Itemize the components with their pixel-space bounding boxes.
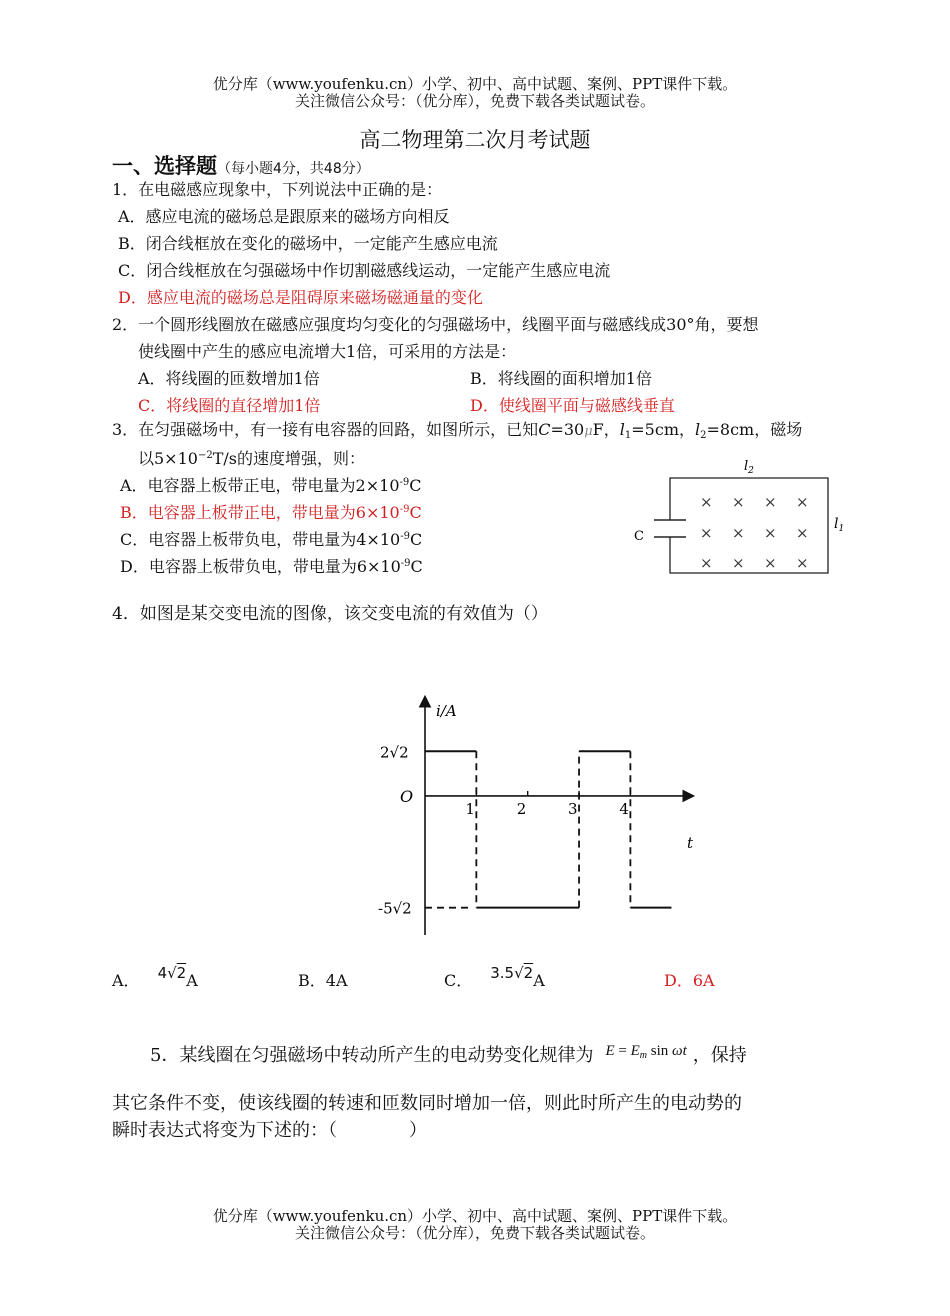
fig-field-crosses (700, 493, 809, 572)
q3-l2-value: =8cm，磁场 (706, 420, 803, 439)
q4-current-chart (340, 690, 720, 950)
q3-stem-line-1 (112, 419, 802, 447)
fig-l2-label: $l_2$ (744, 459, 754, 476)
q3-l2-sub: 2 (700, 430, 707, 441)
q3-l2-symbol: l (695, 420, 701, 439)
q3-option-a-unit: C (409, 476, 422, 495)
q2-option-d-answer: D．使线圈平面与磁感线垂直 (470, 396, 675, 415)
q3-circuit-figure (620, 450, 860, 580)
q4-option-b: B．4A (298, 971, 348, 990)
q4-option-a-unit: A (186, 971, 198, 990)
q3-c-value: =30 (550, 420, 585, 439)
q5-formula: E = Em sin ωt (605, 1043, 687, 1061)
fig-cross: × (732, 493, 745, 511)
q2-stem-line-1: 2．一个圆形线圈放在磁感应强度均匀变化的匀强磁场中，线圈平面与磁感线成30°角，要想 (112, 315, 759, 334)
page-title: 高二物理第二次月考试题 (359, 128, 591, 152)
fig-cross: × (732, 524, 745, 542)
q3-stem-text: 3．在匀强磁场中，有一接有电容器的回路，如图所示，已知 (112, 420, 539, 439)
q3-c-symbol: C (538, 420, 551, 439)
q5-stem-text: 5．某线圈在匀强磁场中转动所产生的电动势变化规律为 (150, 1045, 594, 1066)
q3-option-b-exp: -9 (399, 504, 410, 515)
q1-option-c: C．闭合线框放在匀强磁场中作切割磁感线运动，一定能产生感应电流 (118, 261, 611, 280)
q4-option-c-unit: A (533, 971, 545, 990)
footer-line-2: 关注微信公众号：（优分库），免费下载各类试题试卷。 (294, 1224, 655, 1242)
chart-x-tick-label: 2 (516, 799, 527, 818)
fig-capacitor-label: C (634, 529, 644, 544)
q3-option-a-text: A．电容器上板带正电，带电量为2×10 (120, 476, 400, 495)
q3-option-c (120, 526, 422, 551)
q3-rate-exp: −2 (197, 450, 213, 461)
q5-stem-line-3: 瞬时表达式将变为下述的：（ ） (112, 1120, 427, 1141)
section-label: 一、选择题 (112, 154, 217, 178)
chart-y-label: i/A (436, 702, 457, 720)
q4-option-c-value: 3.5√2 (490, 964, 534, 982)
q4-option-c (444, 964, 545, 992)
q5-stem-line-1 (150, 1042, 747, 1076)
q2-option-c-answer: C．将线圈的直径增加1倍 (138, 396, 321, 415)
chart-x-tick-label: 4 (619, 799, 629, 818)
header-line-1: 优分库（www.youfenku.cn）小学、初中、高中试题、案例、PPT课件下载。 (212, 75, 738, 93)
q3-l1-value: =5cm， (631, 420, 695, 439)
q3-rate-b: T/s的速度增强，则： (212, 449, 365, 468)
fig-cross: × (732, 554, 745, 572)
chart-x-label: t (687, 834, 694, 852)
q3-rate-a: 以5×10 (138, 449, 198, 468)
q3-c-unit: F， (592, 420, 620, 439)
chart-y-tick-origin: O (400, 786, 414, 806)
q3-l1-sub: 1 (624, 430, 632, 441)
q4-option-a (112, 964, 198, 992)
q5-stem-keep: ，保持 (692, 1045, 747, 1066)
chart-x-tick-label: 1 (465, 799, 475, 818)
q3-option-c-exp: -9 (400, 531, 410, 542)
q3-option-a-exp: -9 (399, 477, 410, 488)
q3-option-d-unit: C (410, 557, 423, 576)
q3-option-b-text: B．电容器上板带正电，带电量为6×10 (120, 503, 400, 522)
q3-l1-symbol: l (619, 420, 625, 439)
fig-cross: × (764, 554, 777, 572)
q4-stem: 4．如图是某交变电流的图像，该交变电流的有效值为（） (112, 604, 548, 624)
chart-y-tick-pos: 2√2 (380, 743, 409, 762)
q3-stem-line-2 (138, 445, 365, 470)
fig-cross: × (700, 493, 713, 511)
q4-option-c-label: C． (444, 971, 473, 990)
q3-option-d (120, 553, 423, 578)
fig-l1-label: $l_1$ (834, 516, 845, 534)
q2-option-a: A．将线圈的匝数增加1倍 (138, 369, 320, 388)
q4-option-d-answer: D．6A (664, 971, 715, 990)
chart-x-tick-label: 3 (568, 799, 578, 818)
fig-cross: × (796, 554, 809, 572)
q1-option-b: B．闭合线框放在变化的磁场中，一定能产生感应电流 (118, 234, 498, 253)
q3-option-b-answer (120, 499, 422, 524)
q3-option-d-exp: -9 (400, 558, 411, 569)
fig-cross: × (796, 493, 809, 511)
footer-line-1: 优分库（www.youfenku.cn）小学、初中、高中试题、案例、PPT课件下载。 (212, 1207, 738, 1225)
fig-cross: × (796, 524, 809, 542)
q1-option-a: A．感应电流的磁场总是跟原来的磁场方向相反 (118, 207, 450, 226)
fig-cross: × (700, 524, 713, 542)
q3-mu-symbol: μ (584, 424, 593, 439)
fig-cross: × (700, 554, 713, 572)
q5-stem-line-2: 其它条件不变，使该线圈的转速和匝数同时增加一倍，则此时所产生的电动势的 (112, 1093, 742, 1114)
q4-option-a-label: A． (112, 971, 140, 990)
q3-option-d-text: D．电容器上板带负电，带电量为6×10 (120, 557, 401, 576)
q4-option-a-value: 4√2 (157, 964, 187, 982)
header-line-2: 关注微信公众号：（优分库），免费下载各类试题试卷。 (294, 92, 655, 110)
q3-option-a (120, 472, 422, 497)
chart-y-tick-neg: -5√2 (378, 899, 412, 918)
q3-option-c-text: C．电容器上板带负电，带电量为4×10 (120, 530, 401, 549)
fig-cross: × (764, 524, 777, 542)
q1-option-d-answer: D．感应电流的磁场总是阻碍原来磁场磁通量的变化 (118, 288, 483, 307)
fig-cross: × (764, 493, 777, 511)
q2-option-b: B．将线圈的面积增加1倍 (470, 369, 652, 388)
q3-option-b-unit: C (409, 503, 422, 522)
q1-stem: 1．在电磁感应现象中，下列说法中正确的是： (112, 180, 443, 199)
section-heading (112, 150, 370, 180)
q3-option-c-unit: C (409, 530, 423, 549)
section-note: （每小题4分，共48分） (217, 161, 370, 177)
q2-stem-line-2: 使线圈中产生的感应电流增大1倍，可采用的方法是： (138, 342, 517, 361)
